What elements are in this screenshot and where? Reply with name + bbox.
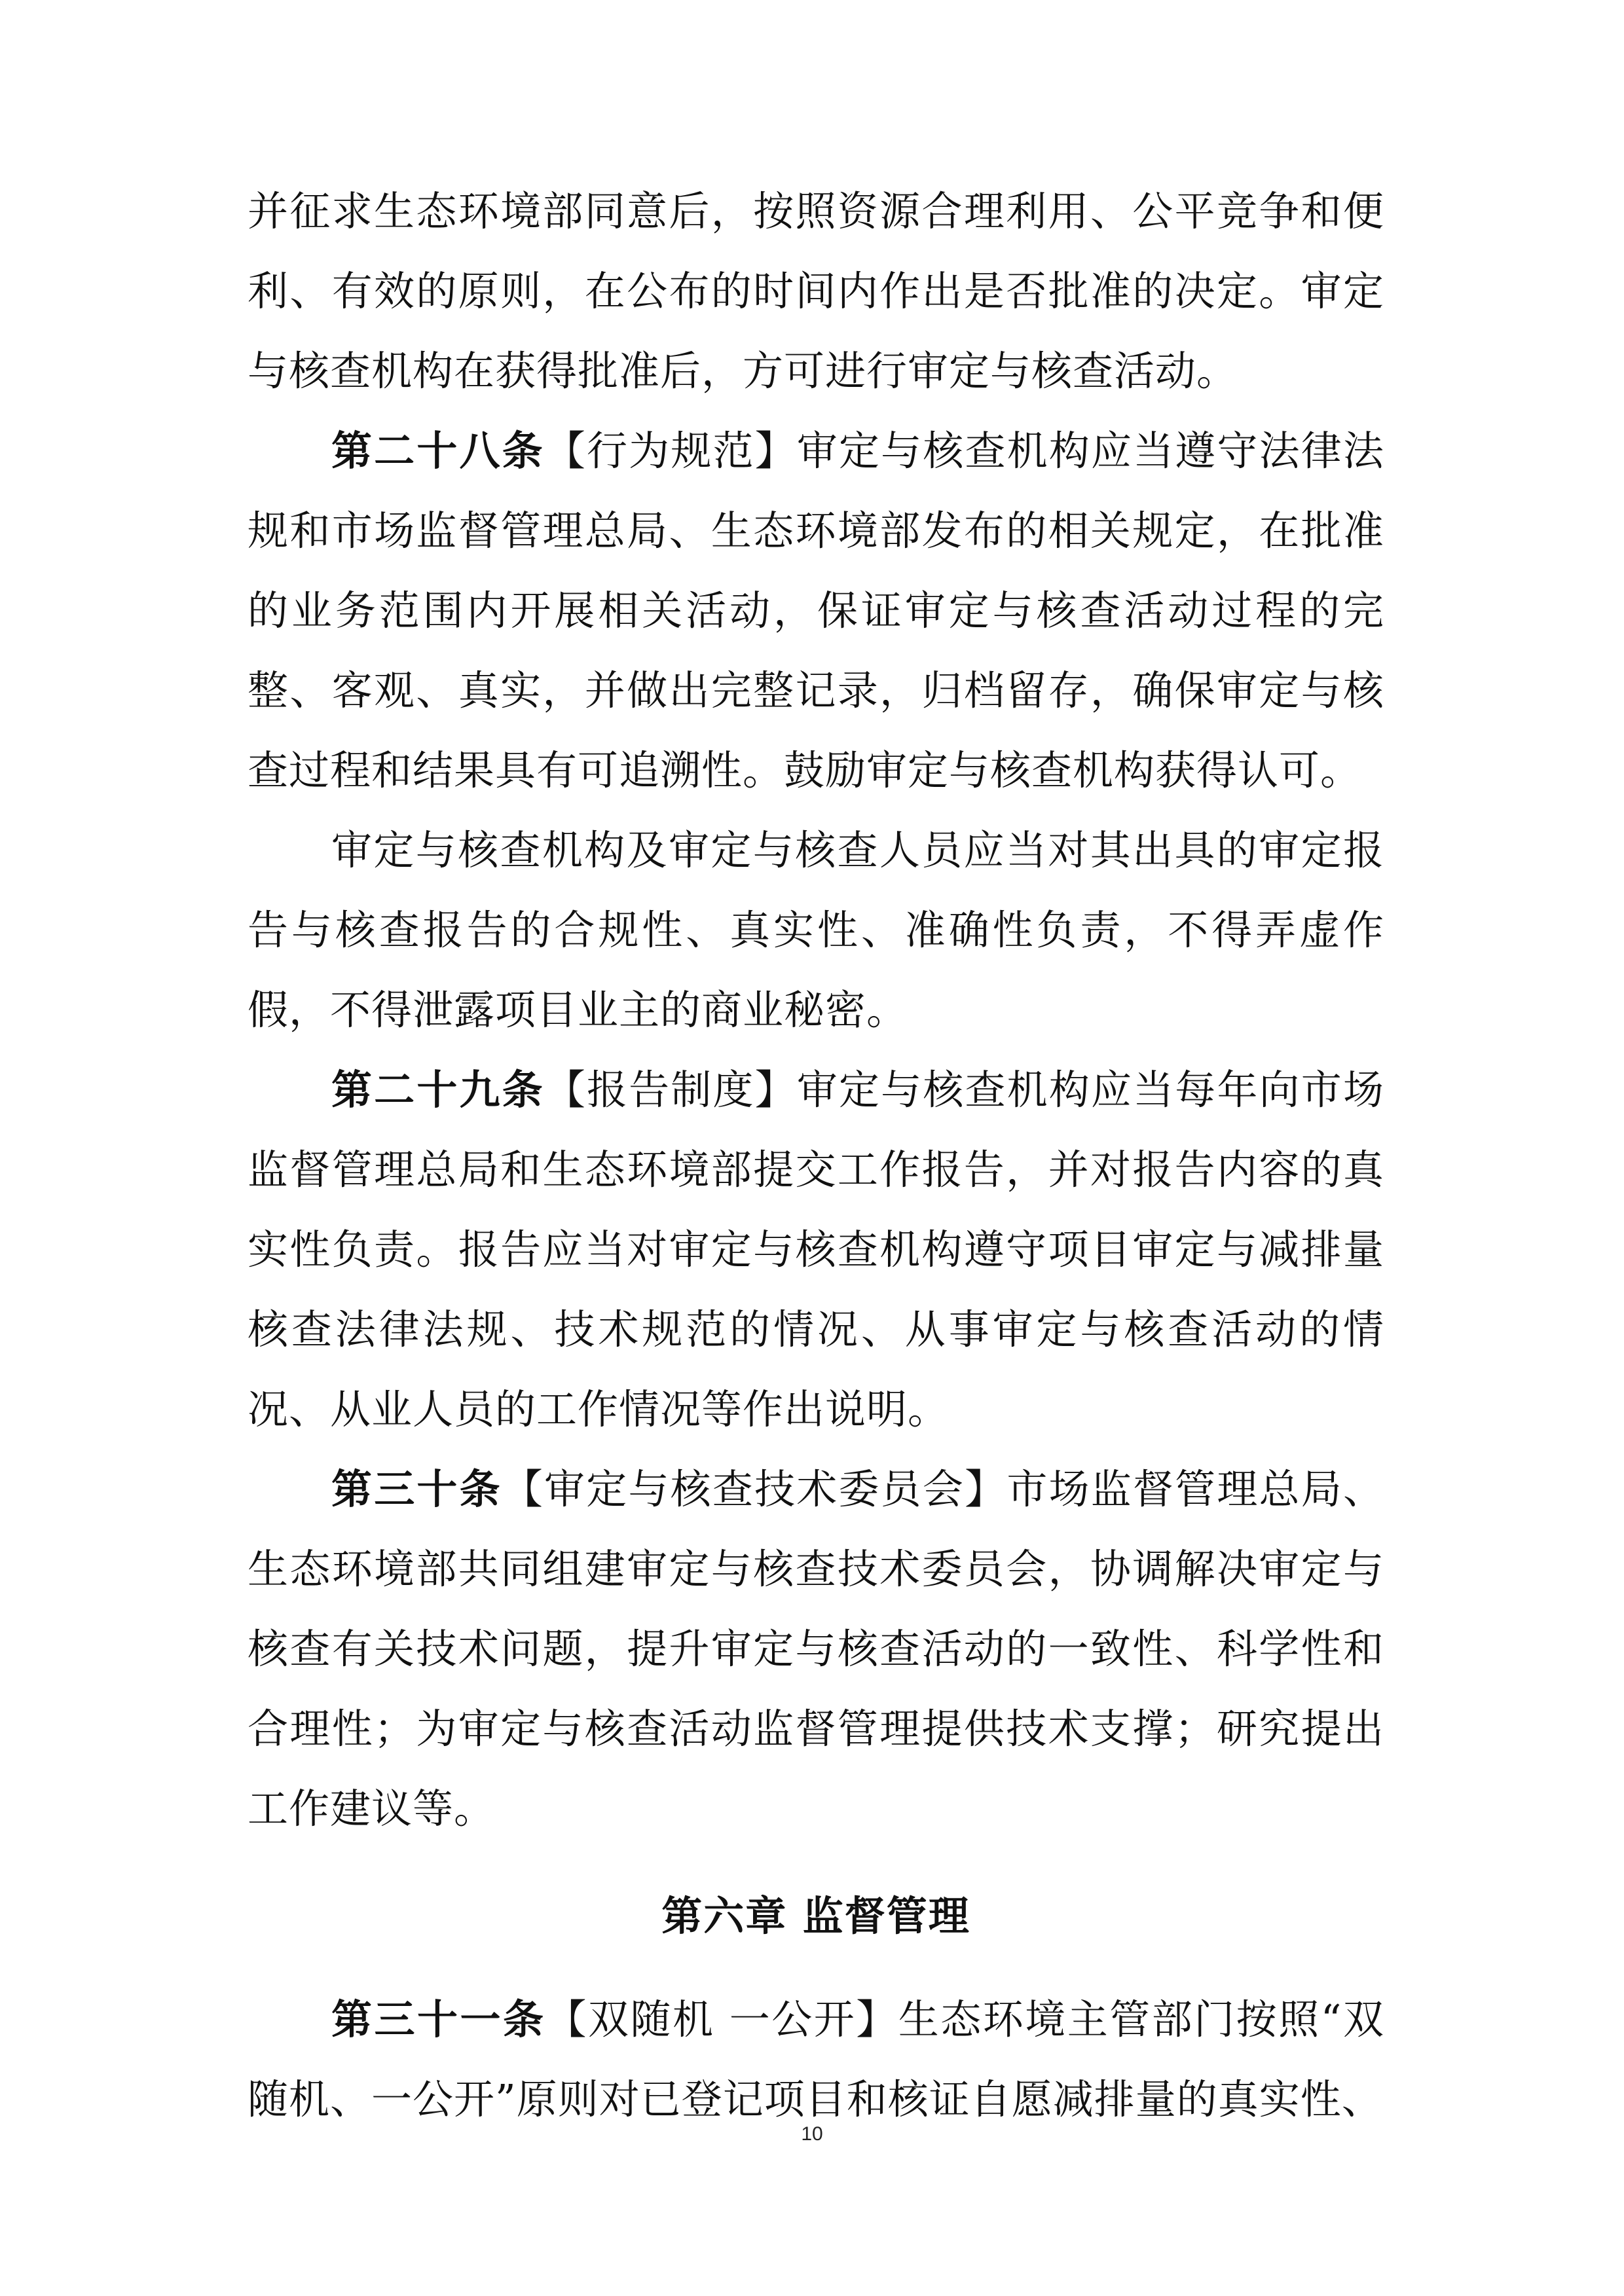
article-number: 第二十九条 (331, 1066, 545, 1114)
article-number: 第二十八条 (331, 427, 545, 475)
page-number: 10 (801, 2123, 823, 2145)
article-title: 【审定与核查技术委员会】 (502, 1465, 1007, 1513)
article-29 (248, 1050, 1384, 1449)
article-28-paragraph-2 (248, 811, 1384, 1050)
article-30 (248, 1449, 1384, 1849)
document-body (248, 172, 1384, 2140)
article-number: 第三十条 (331, 1465, 502, 1513)
article-title: 【双随机 一公开】 (545, 1995, 898, 2043)
article-title: 【报告制度】 (544, 1066, 797, 1114)
article-text: 市场监督管理总局、生态环境部共同组建审定与核查技术委员会，协调解决审定与核查有关技术问题，提升审定与核查活动的一致性、科学性和合理性；为审定与核查活动监督管理提供技术支撑；研究提出工作建议等。 (248, 1465, 1384, 1832)
article-title: 【行为规范】 (544, 427, 797, 475)
article-text: 生态环境主管部门按照“双随机、一公开”原则对已登记项目和核证自愿减排量的真实性、 (248, 1995, 1384, 2123)
paragraph-text: 并征求生态环境部同意后，按照资源合理利用、公平竞争和便利、有效的原则，在公布的时间内作出是否批准的决定。审定与核查机构在获得批准后，方可进行审定与核查活动。 (248, 187, 1384, 395)
article-number: 第三十一条 (331, 1995, 546, 2043)
paragraph-continuation (248, 172, 1384, 411)
article-31 (248, 1980, 1384, 2140)
article-text: 审定与核查机构应当遵守法律法规和市场监督管理总局、生态环境部发布的相关规定，在批准的业务范围内开展相关活动，保证审定与核查活动过程的完整、客观、真实，并做出完整记录，归档留存，确保审定与核查过程和结果具有可追溯性。鼓励审定与核查机构获得认可。 (248, 427, 1384, 794)
paragraph-text: 审定与核查机构及审定与核查人员应当对其出具的审定报告与核查报告的合规性、真实性、准确性负责，不得弄虚作假，不得泄露项目业主的商业秘密。 (248, 826, 1384, 1034)
chapter-heading: 第六章 监督管理 (661, 1892, 970, 1940)
article-28 (248, 411, 1384, 811)
article-text: 审定与核查机构应当每年向市场监督管理总局和生态环境部提交工作报告，并对报告内容的真实性负责。报告应当对审定与核查机构遵守项目审定与减排量核查法律法规、技术规范的情况、从事审定与核查活动的情况、从业人员的工作情况等作出说明。 (248, 1066, 1384, 1433)
